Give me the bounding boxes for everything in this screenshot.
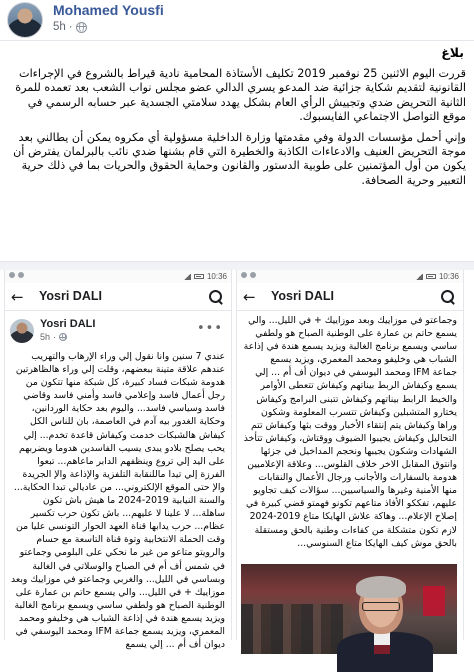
post-time: 5h (40, 332, 51, 342)
avatar[interactable] (10, 319, 34, 343)
statement-paragraph: وإني أحمل مؤسسات الدولة وفي مقدمتها وزارة الداخلية مسؤولية أي مكروه يمكن أن يطالني بعد موجة التحريض العنيف والادعاءات الكاذبة والخطيرة التي قام بشنها ضدي نائب بالبرلمان يفترض أن يكون من أول المؤتمنين على طوبية الدستور والقانون وحماية الحقوق والحريات بما في ذلك حرية التعبير وحرية الصحافة. (13, 130, 466, 187)
status-time: 10:36 (438, 272, 459, 281)
app-bar (5, 283, 231, 311)
globe-icon (59, 333, 67, 341)
search-icon[interactable] (440, 289, 456, 305)
screenshot-right[interactable] (236, 270, 464, 640)
notification-icon (18, 272, 24, 278)
image-divider (0, 262, 474, 270)
back-arrow-icon[interactable]: ← (243, 288, 256, 306)
search-icon[interactable] (208, 289, 224, 305)
post-time[interactable]: 5h (53, 21, 66, 33)
notification-icon (9, 272, 15, 278)
notification-icon (250, 272, 256, 278)
statement-title: بلاغ (441, 45, 464, 60)
photo-background (241, 604, 351, 654)
status-bar (5, 270, 231, 283)
screenshot-left[interactable] (4, 270, 232, 651)
photo-glasses (362, 602, 400, 611)
page-title: Yosri DALI (39, 289, 102, 303)
post-header (0, 0, 474, 40)
page-title: Yosri DALI (271, 289, 334, 303)
avatar[interactable] (7, 2, 43, 38)
battery-icon (426, 274, 436, 279)
status-bar (237, 270, 463, 283)
person-photo[interactable] (241, 564, 457, 654)
notification-icon (241, 272, 247, 278)
signal-icon (415, 274, 423, 280)
status-time: 10:36 (206, 272, 227, 281)
more-options-icon[interactable]: ••• (196, 321, 223, 336)
meta-separator: · (53, 332, 57, 342)
signal-icon (183, 274, 191, 280)
statement-paragraph: قررت اليوم الاثنين 25 نوفمبر 2019 تكليف الأستاذة المحامية نادية قيراط بالشروع في الإجراءات القانونية لتقديم شكاية جزائية ضد المدعو يسري الدالي عضو مجلس نواب الشعب بعد تعمده للمرة الثانية التحريض ضدي وتجييش الرأي العام بشكل يهدد سلامتي الجسدية عبر حسابه الرسمي في موقع التواصل الاجتماعي الفايسبوك. (15, 67, 466, 124)
post-text: عندي 7 سنين وانا نقول إلي وراء الإرهاب والتهريب عندهم علاقة متينة ببعضهم، وقلت إلي وراء هالظاهرتين هدومة شبكات فساد كبيرة، كل شبكة منها تتكون من رجل أعمال فاسد وإعلامي فاسد وأمني فاسد وقاضي فاسد وسياسي فاسد... واليوم بعد حكاية الوردانين، وحكاية الغدور بيه آدم في العاصمة، بان للناس الكل كيفاش هالشبكات خدمت وكيفاش قاعدة تخدم... إلي يحب يصلح بلادو يبدى يسيب الفاسدين هدوما ويضربهم على اليد إلي تروع وينظفهم الدابر ماعاهم... تبعوا الفرزة إلي تيدا ماللنقابة التلفزية والإذاعة والإ الجريدة والإ حتى الموقع الإلكتروني... من عاديالي تبدا الحكاية... والسنة النيابية 2019-2024 ما هيش باش تكون ساهلة... لا علينا لا عليهم... باش تكون حرب تكسير عظام... حرب يدابها قناة العهد الحوار التونسي عليا من وقت الحملة الانتخابية وتوة قناة التاسعة مع حسام والرويتو متاعو من غير ما نحكي على البلومي وجماعتو في شمس أف أم في الصباح والوسلاتي في الغالبة وبساسي في الليل... والغربي وجماعتو في موزاييك وبعد موزاييك + في الليل... والي يسمع حاتم بن عمارة على الوطنية الصباح هو ولطفي ساسي ويسمع برنامج الغالبة ويزيد يسمع هندة في إذاعة الشباب هي وخليفو ومحمد المعمري، ويزيد يسمع جماعة IFM ومحمد اليوسفي في ديوان أف أم ... إلي يسمع (10, 351, 225, 651)
statement-image[interactable] (0, 40, 474, 262)
photo-shirt (374, 632, 390, 654)
post-meta (40, 332, 67, 342)
post-text: وجماعتو في موزاييك وبعد موزاييك + في الليل... والي يسمع حاتم بن عمارة على الوطنية الصباح هو ولطفي ساسي ويسمع برنامج الغالبة ويزيد يسمع هندة في إذاعة الشباب هي وخليفو ومحمد المعمري، ويزيد يسمع جماعة IFM ومحمد اليوسفي في ديوان أف أم ... إلي يسمع وكيفاش الربط بيناتهم وكيفاش تتعطى الأوامر والخيط الرابط بيناتهم وكيفاش تتبنى البرامج وكيفاش يختارو المتشبلين وكيفاش تتسرب المعلومة وشكون وراها وكيفاش يتم إنتقاء الأخبار ووقت بثها وكيفاش تتم التحاليل وكيفاش يجيبوا الضيوف ووقتاش، وكيفاش تتأخذ الشهادات وشكون يجيبها ونحجم المداخيل في جزئها وانتوق المقابل الاخر خلاف القلوس... وعلاقة الإعلاميين هدومة بالسفارات والأجانب ورجال الأعمال والنقابات منها الأمنية وغيرها والسياسيين... سؤالات كيف تجاويو عليهم، تفككو الأفاذ متاعهم تكونو فهمتو قضي كبيرة في إصلاح الإعلام... وهاكة علاش الهايكا متاع 2019-2024 لازم تكون متشكلة من كفاءات وطنية بالحق ومستقلة بالحق موش كيف الهايكا متاع السنوسي... (243, 315, 457, 549)
author-name[interactable]: Mohamed Yousfi (53, 2, 164, 18)
meta-separator: · (68, 21, 73, 33)
back-arrow-icon[interactable]: ← (11, 288, 24, 306)
post-meta (53, 21, 87, 33)
globe-icon[interactable] (76, 22, 87, 33)
author-name[interactable]: Yosri DALI (40, 318, 96, 330)
battery-icon (194, 274, 204, 279)
photo-flag (423, 586, 445, 616)
statement-body (8, 67, 466, 188)
photo-hair (356, 576, 406, 598)
mini-post-header (5, 312, 231, 350)
app-bar (237, 283, 463, 311)
